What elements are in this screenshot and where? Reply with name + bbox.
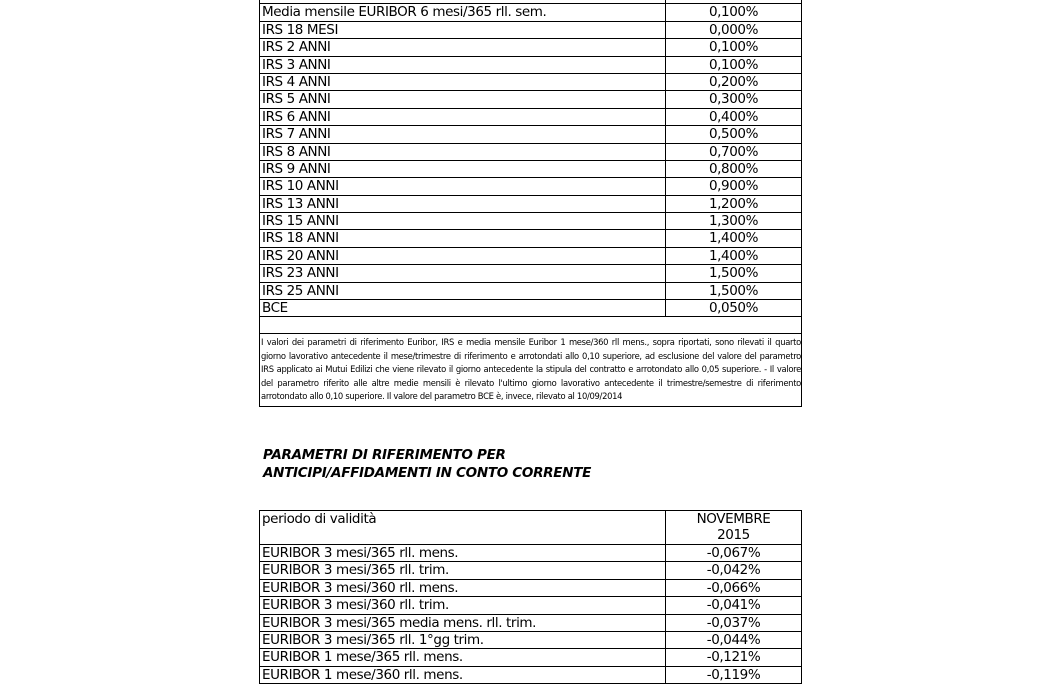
- row-value: 0,100%: [666, 4, 802, 21]
- row-value: 0,500%: [666, 126, 802, 143]
- row-value: 1,400%: [666, 230, 802, 247]
- period-header-label: periodo di validità: [260, 511, 666, 545]
- table-row: [260, 562, 802, 579]
- row-value: -0,044%: [666, 631, 802, 648]
- period-month: NOVEMBRE: [696, 511, 771, 527]
- row-label: IRS 13 ANNI: [260, 195, 666, 212]
- row-label: IRS 7 ANNI: [260, 126, 666, 143]
- row-label: BCE: [260, 300, 666, 317]
- table-row: [260, 579, 802, 596]
- row-value: -0,119%: [666, 666, 802, 683]
- row-label: IRS 2 ANNI: [260, 39, 666, 56]
- table-row: [260, 73, 802, 90]
- row-label: IRS 4 ANNI: [260, 73, 666, 90]
- table-row: [260, 282, 802, 299]
- row-label: IRS 18 ANNI: [260, 230, 666, 247]
- row-label: IRS 5 ANNI: [260, 91, 666, 108]
- table-row: [260, 230, 802, 247]
- table-row: [260, 39, 802, 56]
- row-label: EURIBOR 3 mesi/360 rll. trim.: [260, 597, 666, 614]
- row-label: IRS 18 MESI: [260, 21, 666, 38]
- period-year: 2015: [717, 527, 750, 543]
- row-label: IRS 10 ANNI: [260, 178, 666, 195]
- row-value: 0,100%: [666, 56, 802, 73]
- row-label: EURIBOR 3 mesi/365 rll. 1°gg trim.: [260, 631, 666, 648]
- row-value: 1,500%: [666, 282, 802, 299]
- table-row: [260, 56, 802, 73]
- row-value: 0,400%: [666, 108, 802, 125]
- table-row: [260, 247, 802, 264]
- anticipi-table-body: [260, 545, 802, 684]
- row-label: IRS 9 ANNI: [260, 160, 666, 177]
- section-title-line-2: ANTICIPI/AFFIDAMENTI IN CONTO CORRENTE: [263, 464, 592, 481]
- table-row: [260, 160, 802, 177]
- table-row: [260, 631, 802, 648]
- note-row: [260, 334, 802, 407]
- table-row: [260, 108, 802, 125]
- row-value: 1,400%: [666, 247, 802, 264]
- row-value: -0,121%: [666, 649, 802, 666]
- table-row: [260, 213, 802, 230]
- row-value: 1,500%: [666, 265, 802, 282]
- anticipi-table: [259, 510, 802, 684]
- table-row: [260, 265, 802, 282]
- table-row: [260, 597, 802, 614]
- row-value: 0,000%: [666, 21, 802, 38]
- row-label: IRS 20 ANNI: [260, 247, 666, 264]
- rates-table: [259, 0, 802, 407]
- row-label: EURIBOR 3 mesi/365 media mens. rll. trim.: [260, 614, 666, 631]
- row-value: 0,900%: [666, 178, 802, 195]
- table-row: [260, 195, 802, 212]
- row-value: -0,042%: [666, 562, 802, 579]
- rates-note: I valori dei parametri di riferimento Euribor, IRS e media mensile Euribor 1 mese/360 rll mens., sopra riportati, sono rilevati il quarto giorno lavorativo antecedente il mese/trimestre di riferimento e arrotondati allo 0,10 superiore, ad esclusione del valore del parametro IRS applicato ai Mutui Edilizi che viene rilevato il giorno antecedente la stipula del contratto e arrotondato allo 0,05 superiore. - Il valore del parametro riferito alle altre medie mensili è rilevato l'ultimo giorno lavorativo antecedente il trimestre/semestre di riferimento arrotondato allo 0,10 superiore. Il valore del parametro BCE è, invece, rilevato al 10/09/2014: [260, 334, 802, 407]
- row-value: 0,300%: [666, 91, 802, 108]
- row-label: IRS 8 ANNI: [260, 143, 666, 160]
- section-title-line-1: PARAMETRI DI RIFERIMENTO PER: [263, 447, 506, 463]
- anticipi-header-row: [260, 511, 802, 545]
- row-value: 0,050%: [666, 300, 802, 317]
- row-value: -0,041%: [666, 597, 802, 614]
- row-label: IRS 25 ANNI: [260, 282, 666, 299]
- row-label: EURIBOR 1 mese/365 rll. mens.: [260, 649, 666, 666]
- row-value: -0,067%: [666, 545, 802, 562]
- table-row: [260, 4, 802, 21]
- row-label: IRS 3 ANNI: [260, 56, 666, 73]
- table-row: [260, 91, 802, 108]
- row-label: Media mensile EURIBOR 6 mesi/365 rll. sem.: [260, 4, 666, 21]
- table-row: [260, 545, 802, 562]
- row-label: EURIBOR 1 mese/360 rll. mens.: [260, 666, 666, 683]
- table-row: [260, 21, 802, 38]
- row-label: EURIBOR 3 mesi/365 rll. trim.: [260, 562, 666, 579]
- row-value: 0,700%: [666, 143, 802, 160]
- row-value: 0,800%: [666, 160, 802, 177]
- row-value: 1,200%: [666, 195, 802, 212]
- section-title: [263, 447, 591, 482]
- rates-table-body: [260, 0, 802, 317]
- table-row: [260, 614, 802, 631]
- table-row: [260, 178, 802, 195]
- table-row: [260, 126, 802, 143]
- row-value: 1,300%: [666, 213, 802, 230]
- row-label: IRS 6 ANNI: [260, 108, 666, 125]
- period-header-value: [666, 511, 802, 545]
- row-label: EURIBOR 3 mesi/365 rll. mens.: [260, 545, 666, 562]
- row-label: IRS 23 ANNI: [260, 265, 666, 282]
- row-label: EURIBOR 3 mesi/360 rll. mens.: [260, 579, 666, 596]
- row-value: -0,066%: [666, 579, 802, 596]
- row-value: -0,037%: [666, 614, 802, 631]
- row-value: 0,100%: [666, 39, 802, 56]
- row-value: 0,200%: [666, 73, 802, 90]
- blank-row: [260, 317, 802, 334]
- table-row: [260, 649, 802, 666]
- table-row: [260, 300, 802, 317]
- row-label: IRS 15 ANNI: [260, 213, 666, 230]
- blank-cell: [260, 317, 802, 334]
- table-row: [260, 143, 802, 160]
